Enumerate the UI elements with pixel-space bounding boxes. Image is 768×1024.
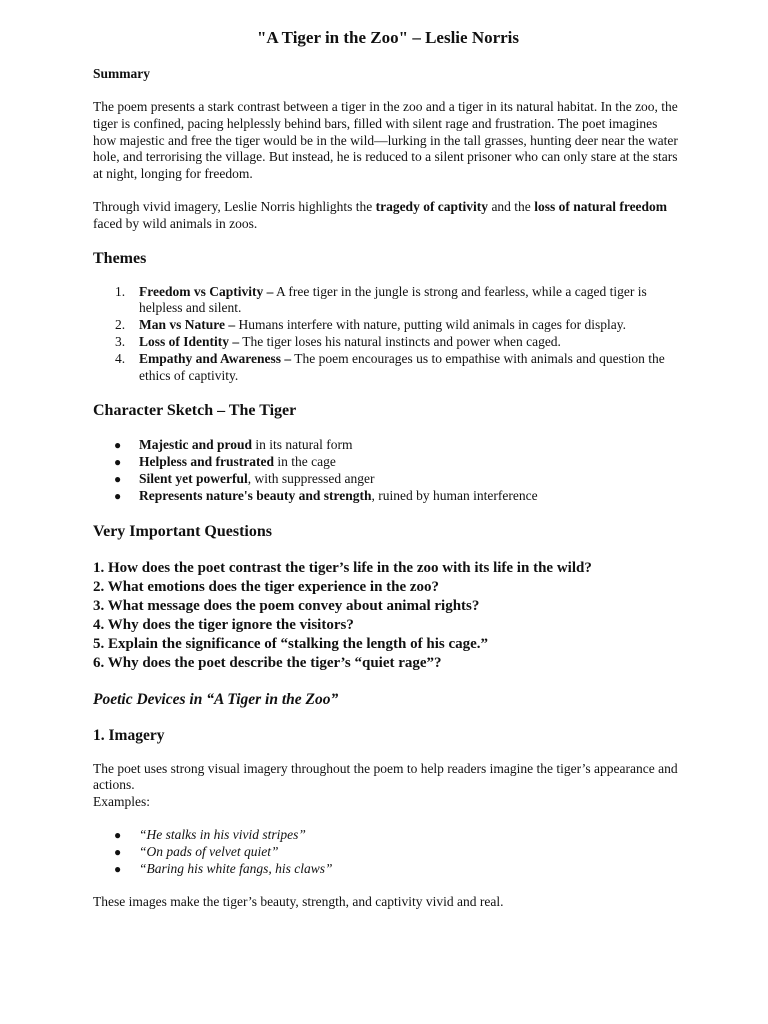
character-trait-detail: , ruined by human interference	[371, 487, 538, 503]
theme-number: 2.	[115, 317, 126, 333]
document-page	[93, 28, 683, 911]
summary-heading: Summary	[93, 66, 150, 81]
theme-number: 1.	[115, 283, 126, 299]
character-sketch-heading: Character Sketch – The Tiger	[93, 402, 297, 420]
theme-title: Loss of Identity –	[139, 333, 240, 349]
bullet-icon: ●	[114, 471, 122, 486]
character-item	[93, 437, 683, 454]
character-item	[93, 488, 683, 505]
summary-para2-middle: and the	[488, 198, 535, 214]
bullet-icon: ●	[114, 455, 122, 470]
character-list	[93, 437, 683, 504]
summary-para2-start: Through vivid imagery, Leslie Norris highlights the	[93, 198, 376, 214]
character-trait-detail: in the cage	[274, 454, 336, 470]
question-item: 1. How does the poet contrast the tiger’s life in the zoo with its life in the wild?	[93, 559, 592, 576]
theme-text: A free tiger in the jungle is strong and fearless, while a caged tiger is helpless and silent.	[139, 283, 647, 316]
summary-para2-end: faced by wild animals in zoos.	[93, 215, 258, 231]
imagery-examples-list	[93, 827, 683, 877]
poetic-devices-heading: Poetic Devices in “A Tiger in the Zoo”	[93, 690, 339, 708]
summary-paragraph-2	[93, 199, 683, 233]
theme-title: Freedom vs Captivity –	[139, 283, 274, 299]
imagery-example	[93, 827, 683, 844]
imagery-paragraph	[93, 761, 683, 811]
theme-text: The poem encourages us to empathise with animals and question the ethics of captivity.	[139, 350, 665, 383]
imagery-example-quote: “On pads of velvet quiet”	[139, 843, 279, 859]
question-item: 5. Explain the significance of “stalking the length of his cage.”	[93, 635, 489, 652]
question-item: 3. What message does the poem convey about animal rights?	[93, 597, 480, 614]
summary-para2-bold-1: tragedy of captivity	[375, 198, 489, 214]
questions-list	[93, 559, 683, 673]
theme-text: Humans interfere with nature, putting wild animals in cages for display.	[235, 317, 627, 333]
examples-label: Examples:	[93, 794, 150, 810]
imagery-intro: The poet uses strong visual imagery throughout the poem to help readers imagine the tiger’s appearance and actions.	[93, 760, 678, 793]
character-trait: Majestic and proud	[139, 437, 253, 453]
summary-para2-bold-2: loss of natural freedom	[534, 198, 668, 214]
summary-paragraph-1: The poem presents a stark contrast between a tiger in the zoo and a tiger in its natural habitat. In the zoo, the tiger is confined, pacing helplessly behind bars, filled with silent rage and frustration. The poet imagines how majestic and free the tiger would be in the wild—lurking in the tall grasses, hunting deer near the water hole, and terrorising the village. But instead, he is reduced to a silent prisoner who can only stare at the stars at night, longing for freedom.	[93, 99, 678, 182]
bullet-icon: ●	[114, 844, 122, 859]
theme-title: Man vs Nature –	[139, 317, 236, 333]
theme-title: Empathy and Awareness –	[139, 350, 292, 366]
theme-text: The tiger loses his natural instincts and power when caged.	[239, 333, 561, 349]
theme-number: 4.	[115, 350, 126, 366]
theme-number: 3.	[115, 333, 126, 349]
bullet-icon: ●	[114, 488, 122, 503]
character-item	[93, 454, 683, 471]
question-item: 2. What emotions does the tiger experience in the zoo?	[93, 578, 440, 595]
character-trait: Silent yet powerful	[139, 470, 248, 486]
imagery-heading: 1. Imagery	[93, 726, 165, 744]
character-item	[93, 471, 683, 488]
imagery-example-quote: “He stalks in his vivid stripes”	[139, 826, 306, 842]
character-trait-detail: in its natural form	[252, 437, 353, 453]
imagery-example	[93, 844, 683, 861]
theme-item	[93, 351, 683, 385]
questions-heading: Very Important Questions	[93, 522, 272, 540]
theme-item	[93, 284, 683, 318]
imagery-conclusion: These images make the tiger’s beauty, strength, and captivity vivid and real.	[93, 894, 504, 910]
character-trait-detail: , with suppressed anger	[247, 470, 375, 486]
bullet-icon: ●	[114, 827, 122, 842]
character-trait: Represents nature's beauty and strength	[139, 487, 372, 503]
themes-list	[93, 284, 683, 385]
bullet-icon: ●	[114, 438, 122, 453]
themes-heading: Themes	[93, 249, 147, 267]
document-title: "A Tiger in the Zoo" – Leslie Norris	[256, 28, 520, 47]
question-item: 4. Why does the tiger ignore the visitors?	[93, 616, 354, 633]
imagery-example	[93, 861, 683, 878]
question-item: 6. Why does the poet describe the tiger’s “quiet rage”?	[93, 654, 442, 671]
theme-item	[93, 317, 683, 334]
character-trait: Helpless and frustrated	[139, 454, 274, 470]
imagery-example-quote: “Baring his white fangs, his claws”	[139, 860, 333, 876]
bullet-icon: ●	[114, 861, 122, 876]
theme-item	[93, 334, 683, 351]
